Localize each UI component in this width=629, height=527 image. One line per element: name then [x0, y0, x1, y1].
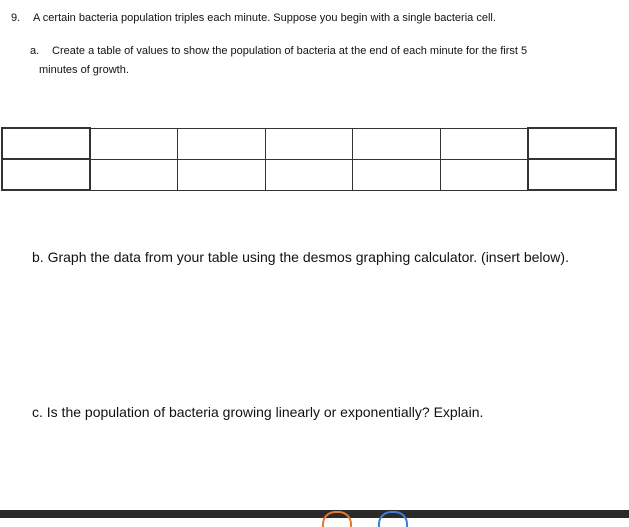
table-cell[interactable]	[528, 159, 616, 190]
table-cell[interactable]	[353, 159, 441, 190]
question-9	[11, 12, 496, 24]
table-cell[interactable]	[2, 159, 90, 190]
part-a-line-1	[30, 45, 527, 57]
part-a-text-line-2: minutes of growth.	[39, 64, 129, 76]
values-table-body	[2, 128, 616, 190]
table-cell[interactable]	[177, 128, 265, 159]
values-table	[1, 127, 617, 191]
table-cell[interactable]	[353, 128, 441, 159]
table-cell[interactable]	[265, 128, 353, 159]
blue-circle-icon	[378, 511, 408, 527]
table-cell[interactable]	[2, 128, 90, 159]
table-cell[interactable]	[90, 128, 178, 159]
table-cell[interactable]	[265, 159, 353, 190]
part-c-prompt: c. Is the population of bacteria growing linearly or exponentially? Explain.	[32, 404, 484, 420]
table-cell[interactable]	[528, 128, 616, 159]
bottom-toolbar	[0, 510, 629, 518]
table-cell[interactable]	[90, 159, 178, 190]
table-row	[2, 128, 616, 159]
table-cell[interactable]	[441, 128, 529, 159]
orange-circle-icon	[322, 511, 352, 527]
part-a-label: a.	[30, 45, 40, 57]
part-b-prompt: b. Graph the data from your table using the desmos graphing calculator. (insert below).	[32, 249, 569, 265]
table-cell[interactable]	[177, 159, 265, 190]
table-cell[interactable]	[441, 159, 529, 190]
question-number: 9.	[11, 12, 21, 24]
question-text: A certain bacteria population triples each minute. Suppose you begin with a single bacteria cell.	[33, 12, 496, 24]
part-a-text-line-1: Create a table of values to show the population of bacteria at the end of each minute for the first 5	[52, 45, 528, 57]
table-row	[2, 159, 616, 190]
